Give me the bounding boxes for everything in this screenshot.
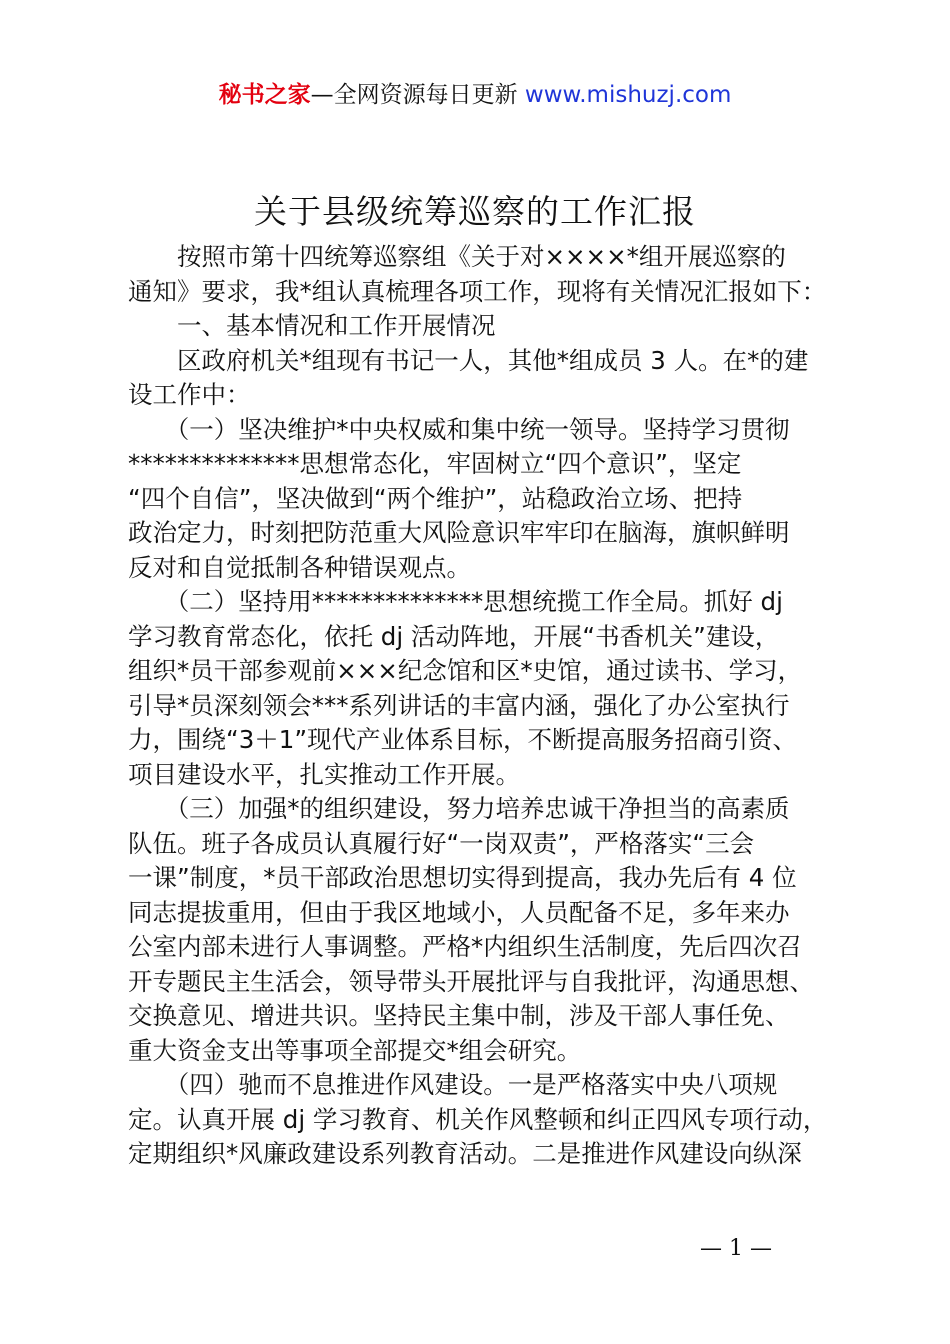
site-brand: 秘书之家 (218, 82, 311, 108)
site-header (0, 78, 950, 112)
site-url-link[interactable]: www.mishuzj.com (524, 82, 732, 108)
body-line: 政治定力，时刻把防范重大风险意识牢牢印在脑海，旗帜鲜明 (128, 518, 790, 547)
body-line: （二）坚持用**************思想统揽工作全局。抓好 dj (128, 587, 783, 616)
body-line: 引导*员深刻领会***系列讲话的丰富内涵，强化了办公室执行 (128, 690, 790, 720)
document-body (128, 240, 828, 1172)
body-line: 项目建设水平，扎实推动工作开展。 (128, 759, 520, 789)
body-line: 开专题民主生活会，领导带头开展批评与自我批评，沟通思想、 (128, 966, 814, 996)
section-heading: 一、基本情况和工作开展情况 (128, 311, 496, 340)
body-line: 按照市第十四统筹巡察组《关于对××××*组开展巡察的 (128, 242, 786, 271)
body-line: （四）驰而不息推进作风建设。一是严格落实中央八项规 (128, 1070, 778, 1099)
body-line: 交换意见、增进共识。坚持民主集中制，涉及干部人事任免、 (128, 1001, 790, 1030)
body-line: 区政府机关*组现有书记一人，其他*组成员 3 人。在*的建 (128, 345, 809, 375)
body-line: （三）加强*的组织建设，努力培养忠诚干净担当的高素质 (128, 794, 790, 823)
body-line: 同志提拔重用，但由于我区地域小，人员配备不足，多年来办 (128, 897, 790, 927)
body-line: 反对和自觉抵制各种错误观点。 (128, 552, 471, 582)
body-line: 定。认真开展 dj 学习教育、机关作风整顿和纠正四风专项行动， (128, 1104, 828, 1134)
body-line: 定期组织*风廉政建设系列教育活动。二是推进作风建设向纵深 (128, 1139, 802, 1168)
body-line: 通知》要求，我*组认真梳理各项工作，现将有关情况汇报如下： (128, 276, 827, 306)
body-line: （一）坚决维护*中央权威和集中统一领导。坚持学习贯彻 (128, 414, 790, 444)
body-line: 队伍。班子各成员认真履行好“一岗双责”，严格落实“三会 (128, 828, 755, 858)
body-line: 一课”制度，*员干部政治思想切实得到提高，我办先后有 4 位 (128, 863, 797, 892)
body-line: **************思想常态化，牢固树立“四个意识”，坚定 (128, 449, 742, 478)
body-line: 力，围绕“3＋1”现代产业体系目标，不断提高服务招商引资、 (128, 725, 798, 754)
body-line: 学习教育常态化，依托 dj 活动阵地，开展“书香机关”建设， (128, 621, 780, 651)
body-line: 组织*员干部参观前×××纪念馆和区*史馆，通过读书、学习， (128, 656, 803, 685)
body-line: 设工作中： (128, 380, 251, 409)
page-number: — 1 — (700, 1236, 772, 1261)
site-tagline: —全网资源每日更新 (310, 82, 525, 108)
body-line: 重大资金支出等事项全部提交*组会研究。 (128, 1035, 582, 1065)
body-line: “四个自信”，坚决做到“两个维护”，站稳政治立场、把持 (128, 483, 743, 513)
document-title: 关于县级统筹巡察的工作汇报 (254, 192, 696, 231)
body-line: 公室内部未进行人事调整。严格*内组织生活制度，先后四次召 (128, 932, 802, 961)
